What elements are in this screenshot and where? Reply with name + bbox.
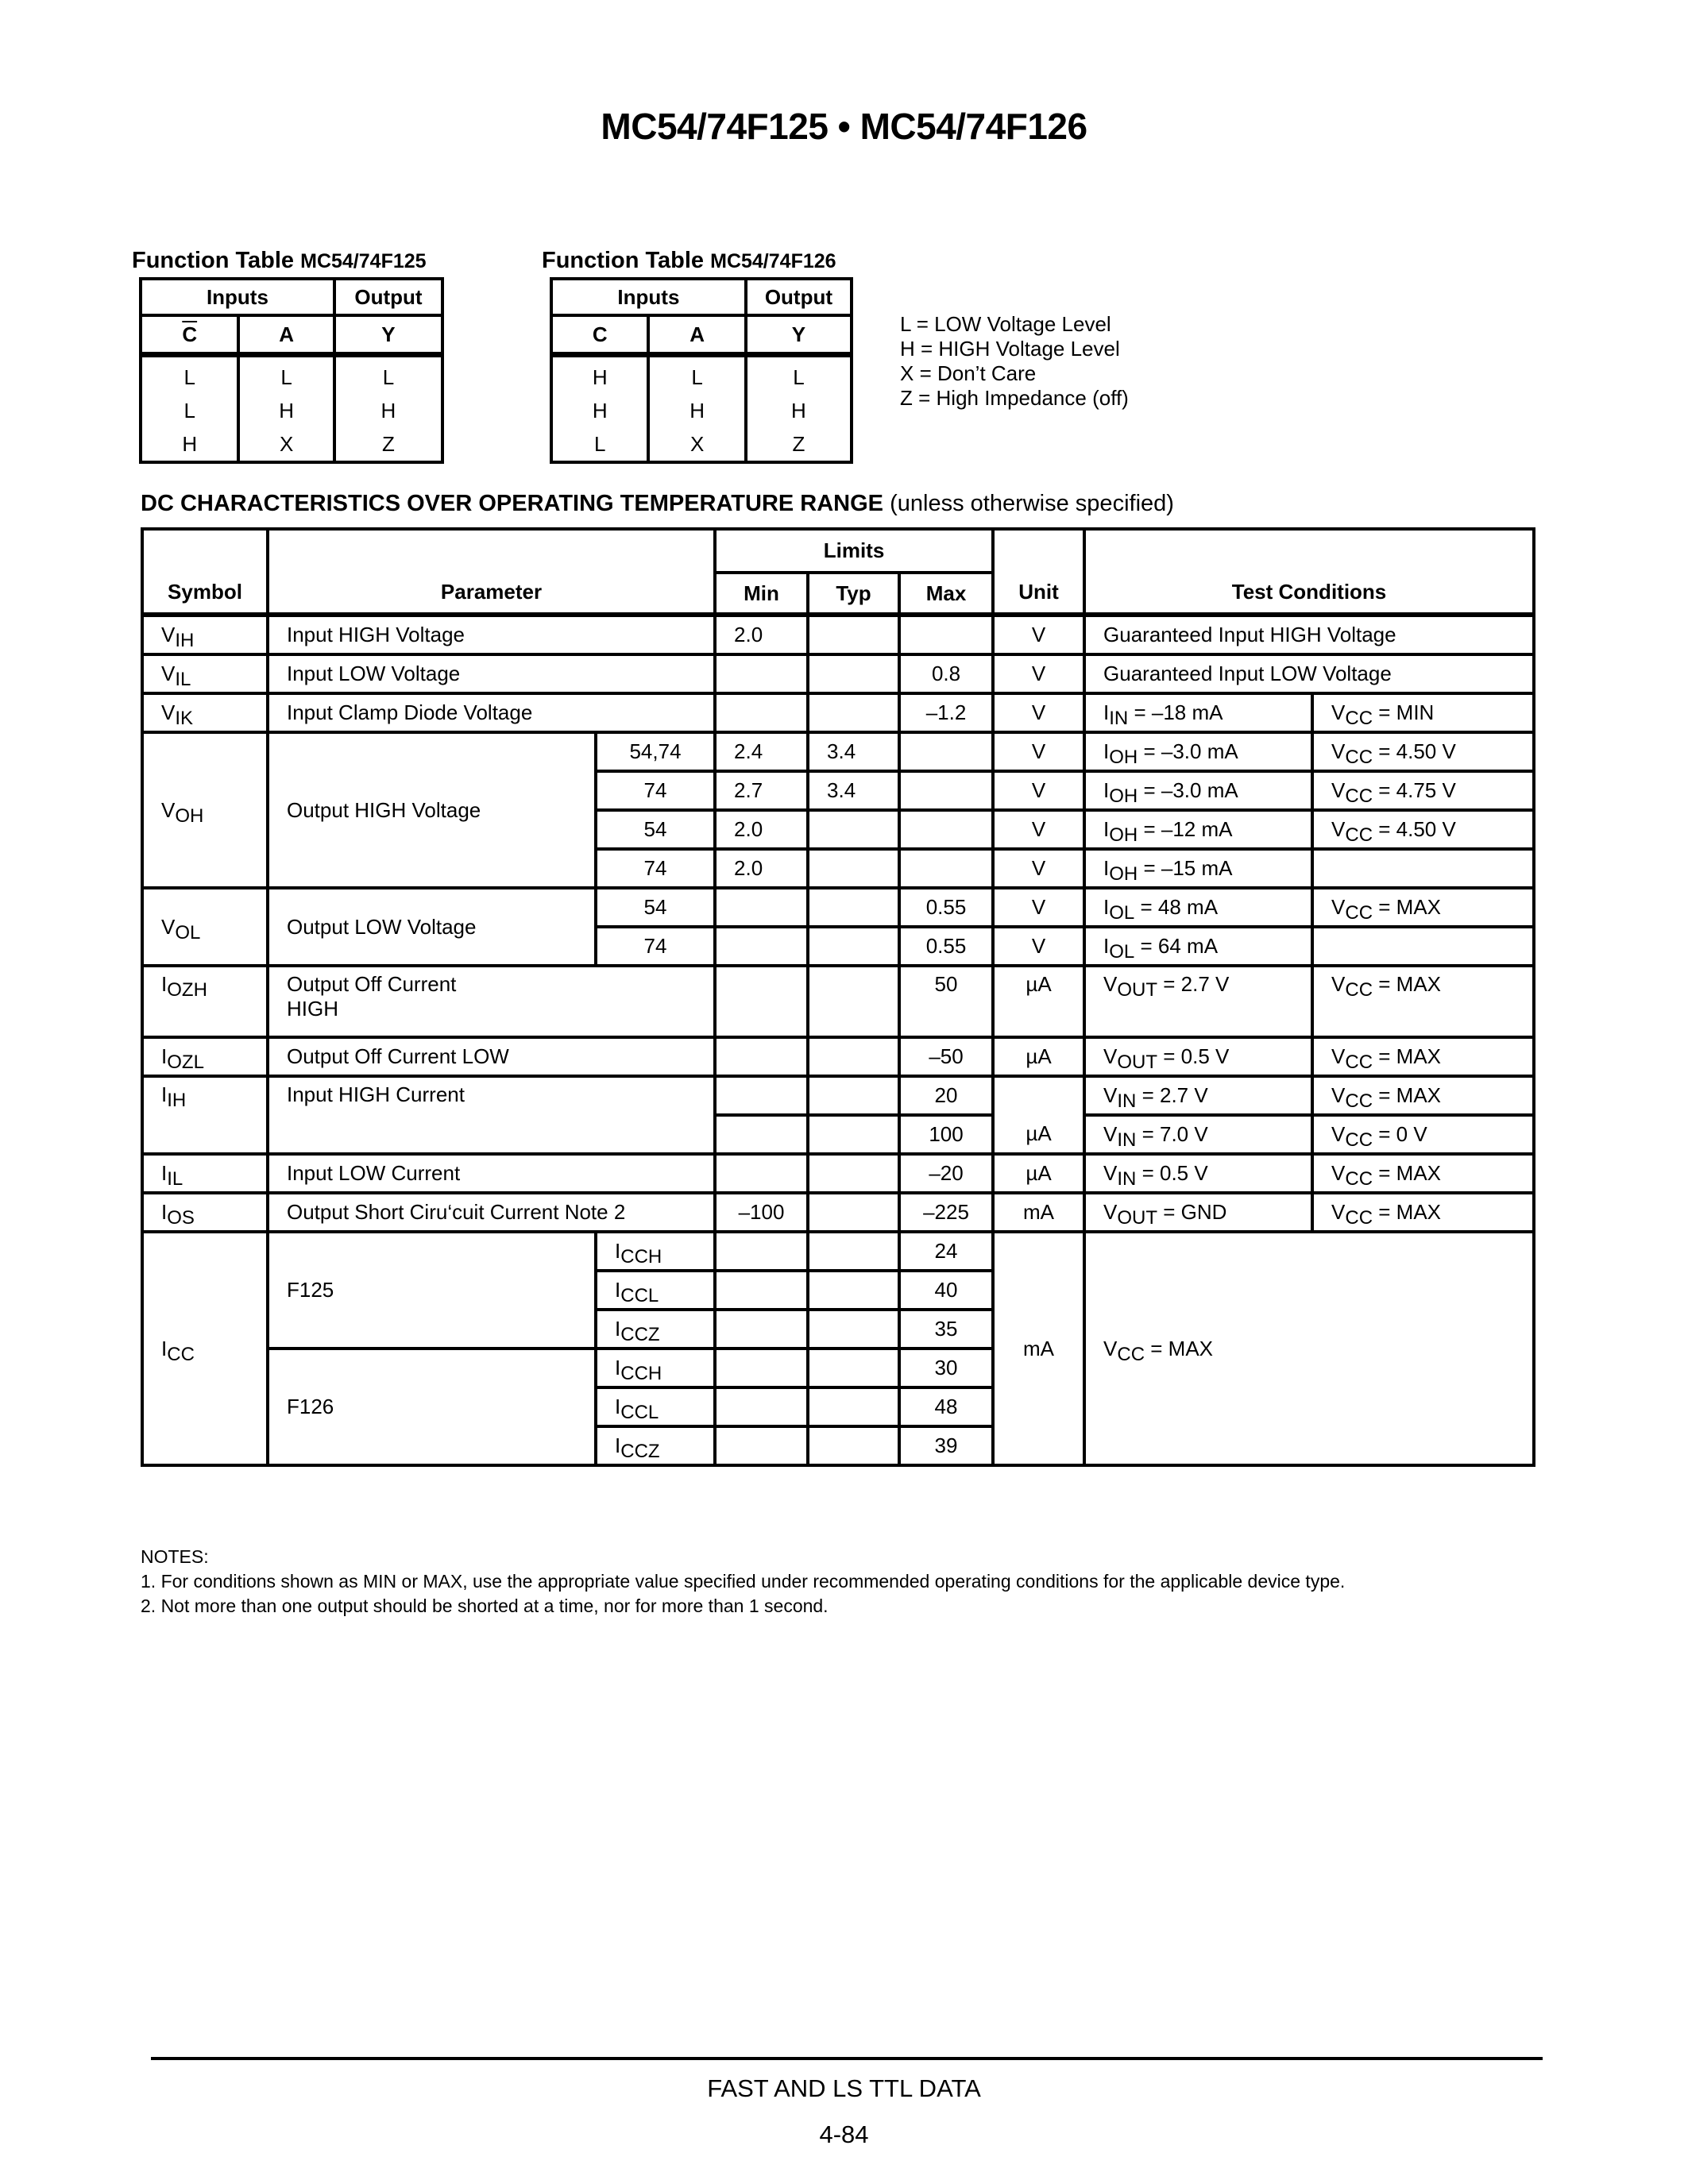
symbol: $V_{IK}$ — [142, 693, 268, 732]
test-condition-1: $I_{OH} = -3.0$ mA — [1084, 771, 1312, 810]
unit: V — [993, 849, 1084, 888]
notes-heading: NOTES: — [141, 1546, 209, 1567]
typ — [808, 1387, 899, 1426]
col-y: Y — [746, 315, 852, 355]
cell: H — [334, 394, 442, 427]
parameter: Input LOW Voltage — [268, 654, 715, 693]
device-f126: F126 — [268, 1349, 596, 1465]
test-condition-1: $V_{IN} = 7.0$ V — [1084, 1115, 1312, 1154]
parameter: Input LOW Current — [268, 1154, 715, 1193]
page-title: MC54/74F125 • MC54/74F126 — [601, 106, 1087, 147]
page-number: 4-84 — [819, 2120, 869, 2148]
sub-symbol: $I_{CCH}$ — [596, 1349, 715, 1387]
min: 2.0 — [715, 615, 808, 654]
caption-main: Function Table — [542, 248, 705, 273]
sub-symbol: $I_{CCL}$ — [596, 1271, 715, 1310]
dc-characteristics-caption — [141, 491, 1174, 517]
typ — [808, 888, 899, 927]
inputs-header: Inputs — [551, 279, 746, 315]
symbol: $V_{OL}$ — [142, 888, 268, 966]
min: 2.7 — [715, 771, 808, 810]
test-condition-2 — [1312, 927, 1534, 966]
caption-bold: DC CHARACTERISTICS OVER OPERATING TEMPERATURE RANGE — [141, 491, 884, 516]
cell: X — [238, 427, 334, 462]
test-condition-1: $V_{OUT}$ = GND — [1084, 1193, 1312, 1232]
unit: µA — [993, 1154, 1084, 1193]
grade: 54,74 — [596, 732, 715, 771]
table-row — [141, 394, 442, 427]
table-row — [551, 427, 852, 462]
table-row-vil — [142, 654, 1534, 693]
header-max: Max — [899, 573, 993, 615]
test-condition-1: $I_{OH} = -12$ mA — [1084, 810, 1312, 849]
test-condition-2: $V_{CC} = 4.75$ V — [1312, 771, 1534, 810]
typ — [808, 1349, 899, 1387]
function-table-f125-caption — [132, 248, 427, 274]
header-test-conditions: Test Conditions — [1084, 529, 1534, 615]
min — [715, 927, 808, 966]
sub-symbol: $I_{CCZ}$ — [596, 1426, 715, 1465]
legend-item: X = Don’t Care — [900, 361, 1037, 385]
cell: L — [746, 355, 852, 395]
table-row-iih — [142, 1076, 1534, 1115]
test-condition-2: $V_{CC}$ = MAX — [1312, 966, 1534, 1037]
min — [715, 693, 808, 732]
grade: 74 — [596, 849, 715, 888]
max: –1.2 — [899, 693, 993, 732]
cell: L — [551, 427, 648, 462]
max: 0.8 — [899, 654, 993, 693]
unit: V — [993, 927, 1084, 966]
typ — [808, 849, 899, 888]
header-symbol: Symbol — [142, 529, 268, 615]
symbol: $V_{IL}$ — [142, 654, 268, 693]
table-row — [141, 355, 442, 395]
min — [715, 654, 808, 693]
table-row-iozh — [142, 966, 1534, 1037]
table-row — [551, 394, 852, 427]
typ — [808, 1426, 899, 1465]
test-condition-1: $V_{IN} = 2.7$ V — [1084, 1076, 1312, 1115]
parameter: Input HIGH Current — [268, 1076, 715, 1154]
min: –100 — [715, 1193, 808, 1232]
output-header: Output — [746, 279, 852, 315]
max: 50 — [899, 966, 993, 1037]
device-f125: F125 — [268, 1232, 596, 1349]
dc-characteristics-table — [141, 527, 1535, 1467]
unit: mA — [993, 1193, 1084, 1232]
test-conditions: Guaranteed Input LOW Voltage — [1084, 654, 1534, 693]
max: –225 — [899, 1193, 993, 1232]
table-row-vih — [142, 615, 1534, 654]
test-condition-2: $V_{CC} = 4.50$ V — [1312, 732, 1534, 771]
unit: V — [993, 771, 1084, 810]
cell: L — [334, 355, 442, 395]
min: 2.4 — [715, 732, 808, 771]
max: –20 — [899, 1154, 993, 1193]
cell: L — [141, 394, 238, 427]
min — [715, 1037, 808, 1076]
cell: L — [238, 355, 334, 395]
min — [715, 1232, 808, 1271]
cell: L — [648, 355, 745, 395]
caption-part: MC54/74F125 — [300, 250, 427, 272]
symbol: $I_{OS}$ — [142, 1193, 268, 1232]
table-row-iozl — [142, 1037, 1534, 1076]
max — [899, 810, 993, 849]
max: 30 — [899, 1349, 993, 1387]
parameter: Input HIGH Voltage — [268, 615, 715, 654]
grade: 54 — [596, 810, 715, 849]
min: 2.0 — [715, 810, 808, 849]
symbol: $I_{IH}$ — [142, 1076, 268, 1154]
legend-item: Z = High Impedance (off) — [900, 386, 1129, 410]
unit: µA — [993, 1076, 1084, 1154]
test-condition-1: $V_{OUT} = 0.5$ V — [1084, 1037, 1312, 1076]
grade: 74 — [596, 771, 715, 810]
symbol: $I_{OZH}$ — [142, 966, 268, 1037]
symbol: $V_{IH}$ — [142, 615, 268, 654]
cell: H — [648, 394, 745, 427]
test-condition-2: $V_{CC}$ = MAX — [1312, 1037, 1534, 1076]
max — [899, 771, 993, 810]
cell: L — [141, 355, 238, 395]
col-y: Y — [334, 315, 442, 355]
max — [899, 732, 993, 771]
test-condition-2: $V_{CC} = 0$ V — [1312, 1115, 1534, 1154]
footer-publication: FAST AND LS TTL DATA — [707, 2074, 981, 2102]
cell: H — [746, 394, 852, 427]
col-a: A — [648, 315, 745, 355]
typ — [808, 693, 899, 732]
header-min: Min — [715, 573, 808, 615]
unit: V — [993, 732, 1084, 771]
min — [715, 1387, 808, 1426]
max: 0.55 — [899, 927, 993, 966]
unit: µA — [993, 966, 1084, 1037]
symbol: $I_{OZL}$ — [142, 1037, 268, 1076]
test-condition-2: $V_{CC}$ = MIN — [1312, 693, 1534, 732]
test-condition-1: $I_{OL} = 64$ mA — [1084, 927, 1312, 966]
table-row-vol — [142, 888, 1534, 927]
table-row-voh — [142, 732, 1534, 771]
min — [715, 1076, 808, 1115]
max: 40 — [899, 1271, 993, 1310]
typ — [808, 1115, 899, 1154]
parameter: Output Off Current HIGH — [268, 966, 715, 1037]
cell: H — [238, 394, 334, 427]
notes — [141, 1545, 1345, 1619]
cell: X — [648, 427, 745, 462]
header-parameter: Parameter — [268, 529, 715, 615]
parameter: Output Short Ciru‘cuit Current Note 2 — [268, 1193, 715, 1232]
min — [715, 1426, 808, 1465]
test-condition-1: $I_{OL} = 48$ mA — [1084, 888, 1312, 927]
test-condition-2: $V_{CC}$ = MAX — [1312, 1193, 1534, 1232]
test-condition-2: $V_{CC}$ = MAX — [1312, 888, 1534, 927]
cell: H — [141, 427, 238, 462]
inputs-header: Inputs — [141, 279, 334, 315]
max — [899, 849, 993, 888]
min — [715, 1154, 808, 1193]
min — [715, 1349, 808, 1387]
sub-symbol: $I_{CCH}$ — [596, 1232, 715, 1271]
col-c-bar: $\overline{C}$ — [141, 315, 238, 355]
sub-symbol: $I_{CCL}$ — [596, 1387, 715, 1426]
parameter: Output Off Current LOW — [268, 1037, 715, 1076]
max: 35 — [899, 1310, 993, 1349]
typ — [808, 1076, 899, 1115]
max: 0.55 — [899, 888, 993, 927]
unit: V — [993, 693, 1084, 732]
footer-divider — [151, 2057, 1543, 2060]
typ — [808, 1193, 899, 1232]
table-row — [141, 427, 442, 462]
typ — [808, 1310, 899, 1349]
col-c: C — [551, 315, 648, 355]
typ — [808, 615, 899, 654]
typ — [808, 1232, 899, 1271]
typ — [808, 927, 899, 966]
min: 2.0 — [715, 849, 808, 888]
parameter: Input Clamp Diode Voltage — [268, 693, 715, 732]
function-table-f126 — [550, 277, 853, 464]
header-unit: Unit — [993, 529, 1084, 615]
max: 100 — [899, 1115, 993, 1154]
caption-main: Function Table — [132, 248, 295, 273]
max: 39 — [899, 1426, 993, 1465]
test-condition-2: $V_{CC} = 4.50$ V — [1312, 810, 1534, 849]
typ — [808, 810, 899, 849]
output-header: Output — [334, 279, 442, 315]
unit: µA — [993, 1037, 1084, 1076]
caption-normal: (unless otherwise specified) — [890, 491, 1174, 516]
cell: Z — [746, 427, 852, 462]
typ: 3.4 — [808, 732, 899, 771]
max — [899, 615, 993, 654]
cell: H — [551, 355, 648, 395]
test-conditions: $V_{CC}$ = MAX — [1084, 1232, 1534, 1465]
typ — [808, 654, 899, 693]
typ — [808, 1037, 899, 1076]
sub-symbol: $I_{CCZ}$ — [596, 1310, 715, 1349]
grade: 74 — [596, 927, 715, 966]
parameter: Output HIGH Voltage — [268, 732, 596, 888]
cell: H — [551, 394, 648, 427]
symbol: $I_{CC}$ — [142, 1232, 268, 1465]
symbol: $V_{OH}$ — [142, 732, 268, 888]
unit: V — [993, 810, 1084, 849]
header-typ: Typ — [808, 573, 899, 615]
header-limits: Limits — [715, 529, 993, 573]
unit: V — [993, 654, 1084, 693]
note-item: 1. For conditions shown as MIN or MAX, use the appropriate value specified under recommended operating conditions for the applicable device type. — [141, 1571, 1346, 1592]
caption-part: MC54/74F126 — [710, 250, 836, 272]
min — [715, 1115, 808, 1154]
table-row-icc — [142, 1232, 1534, 1271]
min — [715, 1271, 808, 1310]
cell: Z — [334, 427, 442, 462]
unit: V — [993, 888, 1084, 927]
test-condition-2 — [1312, 849, 1534, 888]
symbol: $I_{IL}$ — [142, 1154, 268, 1193]
test-condition-1: $V_{IN} = 0.5$ V — [1084, 1154, 1312, 1193]
test-conditions: Guaranteed Input HIGH Voltage — [1084, 615, 1534, 654]
typ — [808, 1154, 899, 1193]
table-row-iil — [142, 1154, 1534, 1193]
typ — [808, 966, 899, 1037]
legend-item: L = LOW Voltage Level — [900, 312, 1111, 336]
max: –50 — [899, 1037, 993, 1076]
typ: 3.4 — [808, 771, 899, 810]
test-condition-2: $V_{CC}$ = MAX — [1312, 1154, 1534, 1193]
min — [715, 1310, 808, 1349]
table-row — [551, 355, 852, 395]
test-condition-1: $I_{IN} = -18$ mA — [1084, 693, 1312, 732]
test-condition-1: $I_{OH} = -15$ mA — [1084, 849, 1312, 888]
typ — [808, 1271, 899, 1310]
function-table-f125 — [139, 277, 444, 464]
function-table-f126-caption — [542, 248, 836, 274]
test-condition-1: $V_{OUT} = 2.7$ V — [1084, 966, 1312, 1037]
max: 24 — [899, 1232, 993, 1271]
table-row-ios — [142, 1193, 1534, 1232]
min — [715, 888, 808, 927]
grade: 54 — [596, 888, 715, 927]
table-row-vik — [142, 693, 1534, 732]
test-condition-2: $V_{CC}$ = MAX — [1312, 1076, 1534, 1115]
parameter: Output LOW Voltage — [268, 888, 596, 966]
test-condition-1: $I_{OH} = -3.0$ mA — [1084, 732, 1312, 771]
note-item: 2. Not more than one output should be shorted at a time, nor for more than 1 second. — [141, 1596, 829, 1616]
min — [715, 966, 808, 1037]
legend-item: H = HIGH Voltage Level — [900, 337, 1120, 361]
unit: mA — [993, 1232, 1084, 1465]
col-a: A — [238, 315, 334, 355]
unit: V — [993, 615, 1084, 654]
max: 20 — [899, 1076, 993, 1115]
max: 48 — [899, 1387, 993, 1426]
function-table-legend — [900, 312, 1129, 411]
